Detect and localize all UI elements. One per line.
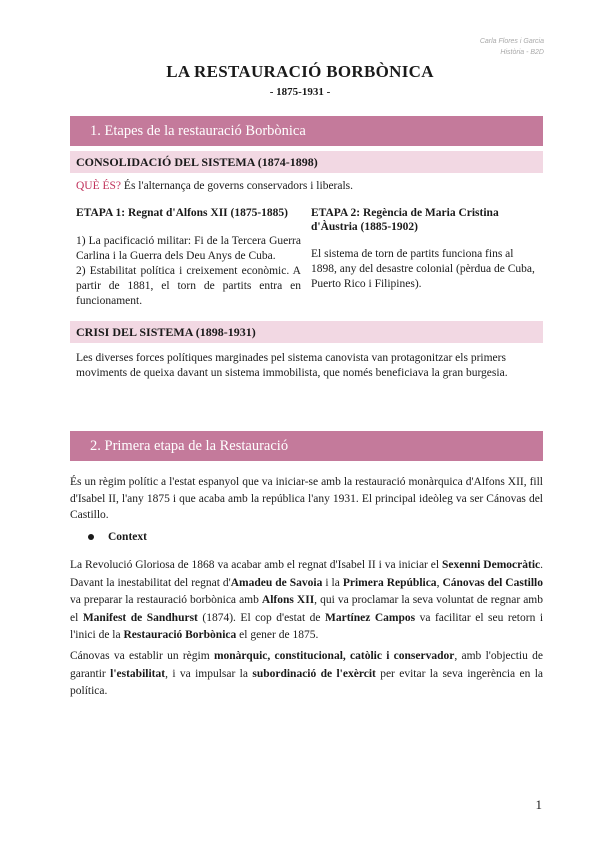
term-alfons-xii: Alfons XII [261,594,315,606]
document-subtitle: - 1875-1931 - [269,86,331,98]
consolidation-heading: CONSOLIDACIÓ DEL SISTEMA (1874-1898) [70,151,543,173]
context-paragraph-2: Cánovas va establir un règim monàrquic, constitucional, catòlic i conservador, amb l'objectiu de garantir l'estabilitat, i va impulsar la subordinació de l'exèrcit per evitar la seva ingerència en la política. [70,650,543,697]
term-manifest: Manifest de Sandhurst [82,611,198,624]
stage-1-point-2: 2) Estabilitat política i creixement econòmic. A partir de 1881, el torn de partits entra en funcionament. [76,265,301,307]
author-course: Història - B2D [500,49,544,56]
stage-2-title: ETAPA 2: Regència de Maria Cristina d'Àustria (1885-1902) [311,207,499,233]
context-paragraph-1: La Revolució Gloriosa de 1868 va acabar amb el regnat d'Isabel II i va iniciar el Sexenni Democràtic. Davant la inestabilitat del regnat d'Amadeu de Savoia i la Primera República, Cánovas del Castillo va preparar la restauració borbònica amb Alfons XII, qui va proclamar la seva voluntat de regnar amb el Manifest de Sandhurst (1874). El cop d'estat de Martínez Campos va facilitar el seu retorn i l'inici de la Restauració Borbònica el gener de 1875. [70,559,544,641]
bullet-icon [88,534,94,540]
definition-text: És l'alternança de governs conservadors i liberals. [121,180,354,192]
author-header [480,36,544,58]
term-amadeu: Amadeu de Savoia [230,576,323,589]
context-label: Context [108,531,147,543]
term-primera-republica: Primera República [342,576,437,589]
stage-1-column [76,206,301,309]
page-number: 1 [535,797,542,812]
section-2-intro: És un règim polític a l'estat espanyol que va iniciar-se amb la restauració monàrquica d'Alfons XII, fill d'Isabel II, l'any 1875 i que acaba amb la república l'any 1931. El principal ideòleg va ser Cánovas del Castillo. [70,476,543,521]
question-label: QUÈ ÉS? [76,180,122,192]
crisis-heading: CRISI DEL SISTEMA (1898-1931) [70,321,543,343]
definition-line [76,179,541,194]
stage-1-title: ETAPA 1: Regnat d'Alfons XII (1875-1885) [76,207,289,219]
term-canovas: Cánovas del Castillo [442,576,543,589]
term-martinez-campos: Martínez Campos [325,611,416,624]
term-restauracio: Restauració Borbònica [123,629,237,641]
stage-2-column [311,206,541,292]
crisis-text: Les diverses forces polítiques marginades pel sistema canovista van protagonitzar els primers moviments de queixa davant un sistema immobilista, que només beneficiava la gran burgesia. [76,352,508,379]
term-subordinacio: subordinació de l'exèrcit [252,667,376,680]
section-2-heading: 2. Primera etapa de la Restauració [70,431,543,461]
term-regim: monàrquic, constitucional, catòlic i conservador [213,650,455,662]
stage-1-point-1: 1) La pacificació militar: Fi de la Tercera Guerra Carlina i la Guerra dels Deu Anys de Cuba. [76,235,301,262]
term-sexenni: Sexenni Democràtic [442,559,541,571]
author-name: Carla Flores i Garcia [479,38,544,45]
section-1-heading: 1. Etapes de la restauració Borbònica [70,116,543,146]
stage-2-point-1: El sistema de torn de partits funciona fins al 1898, any del desastre colonial (pèrdua de Cuba, Puerto Rico i Filipines). [311,248,535,290]
context-bullet [88,531,147,543]
document-title: LA RESTAURACIÓ BORBÒNICA [166,62,434,81]
term-estabilitat: l'estabilitat [110,667,166,680]
